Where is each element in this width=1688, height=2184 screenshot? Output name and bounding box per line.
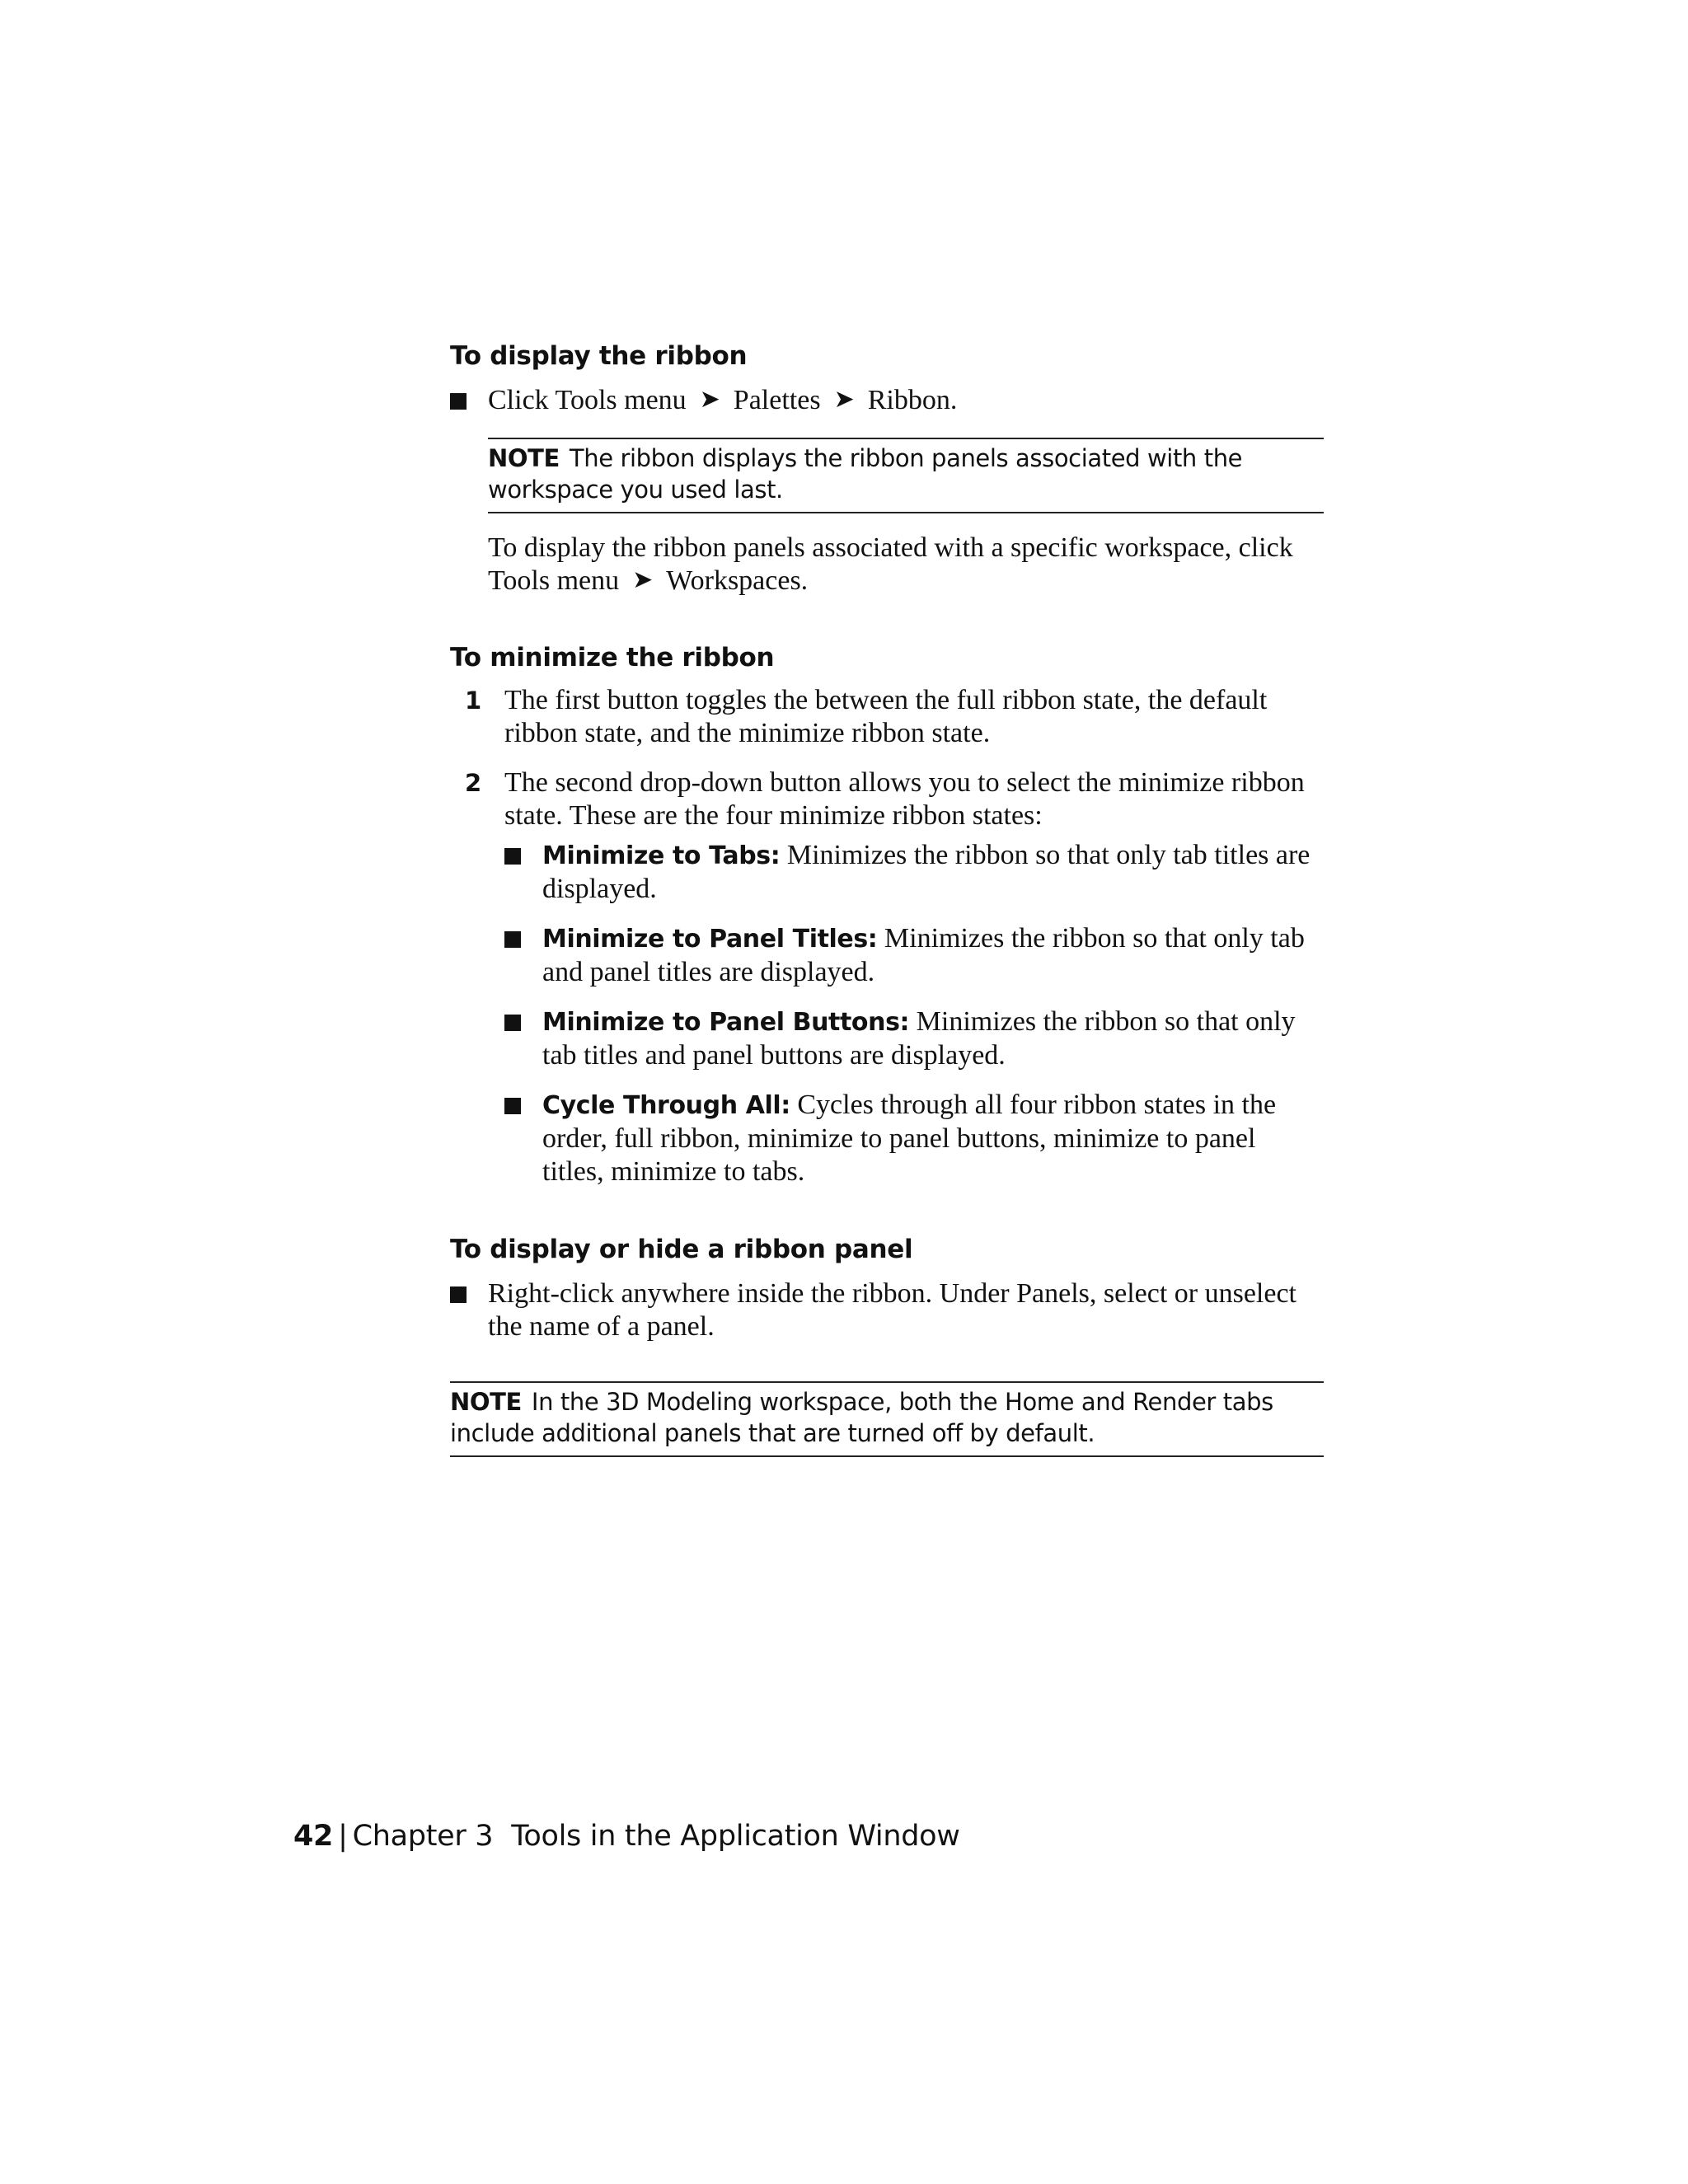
step-text: Right-click anywhere inside the ribbon. Under Panels, select or unselect the name of a panel. [488,1278,1296,1342]
bullet-square-icon [504,931,521,948]
step-click-text: Click Tools menu [488,385,687,415]
page-footer [293,1818,960,1854]
note-box [488,438,1324,513]
step-text: The first button toggles the between the full ribbon state, the default ribbon state, and the minimize ribbon state. [504,685,1268,748]
menu-item-workspaces: Workspaces. [666,565,809,596]
menu-arrow-icon: ➤ [632,566,654,593]
menu-path-tools: Tools menu [488,565,620,596]
list-item-minimize-panel-buttons [450,1005,1324,1072]
step-right-click [450,1277,1324,1343]
paragraph-workspaces [488,532,1324,598]
paragraph-line [488,565,1324,598]
term-description: Minimizes the ribbon so that only tab and panel titles are displayed. [542,923,1305,987]
step-text: The second drop-down button allows you to select the minimize ribbon state. These are the four minimize ribbon states: [504,767,1305,831]
list-item-minimize-panel-titles [450,922,1324,989]
term-description: Cycles through all four ribbon states in the order, full ribbon, minimize to panel buttons, minimize to panel titles, minimize to tabs. [542,1090,1277,1187]
term-label: Minimize to Panel Titles: [542,925,878,954]
chapter-title: Tools in the Application Window [511,1820,960,1853]
section-heading-display-ribbon: To display the ribbon [450,341,748,371]
section-heading-minimize-ribbon: To minimize the ribbon [450,643,775,673]
term-description: Minimizes the ribbon so that only tab titles and panel buttons are displayed. [542,1006,1296,1071]
term-label: Minimize to Tabs: [542,841,781,870]
term-label: Minimize to Panel Buttons: [542,1008,910,1037]
paragraph-line: To display the ribbon panels associated with a specific workspace, click [488,532,1293,563]
note-box [450,1381,1324,1457]
step-display-ribbon [450,384,1324,418]
bullet-square-icon [504,848,521,865]
page-number: 42 [293,1820,334,1853]
bullet-square-icon [504,1098,521,1114]
menu-item-ribbon: Ribbon. [867,385,958,415]
note-text: The ribbon displays the ribbon panels associated with the workspace you used last. [488,444,1243,504]
list-item-cycle-through-all [450,1089,1324,1188]
step-number: 1 [465,687,482,715]
menu-item-palettes: Palettes [733,385,821,415]
numbered-step [450,684,1324,750]
numbered-step [450,766,1324,832]
note-text: In the 3D Modeling workspace, both the Home and Render tabs include additional panels that are turned off by default. [450,1388,1273,1447]
bullet-square-icon [504,1015,521,1031]
section-heading-display-hide-panel: To display or hide a ribbon panel [450,1235,913,1264]
step-number: 2 [465,769,482,797]
footer-separator: | [338,1820,348,1853]
page-content [450,340,1324,1457]
menu-arrow-icon: ➤ [833,386,855,413]
term-description: Minimizes the ribbon so that only tab titles are displayed. [542,840,1311,904]
menu-arrow-icon: ➤ [699,386,720,413]
bullet-square-icon [450,393,467,410]
bullet-square-icon [450,1286,467,1303]
note-label: NOTE [450,1388,522,1416]
note-label: NOTE [488,444,560,472]
chapter-label: Chapter 3 [352,1820,494,1853]
term-label: Cycle Through All: [542,1091,790,1120]
list-item-minimize-tabs [450,839,1324,906]
